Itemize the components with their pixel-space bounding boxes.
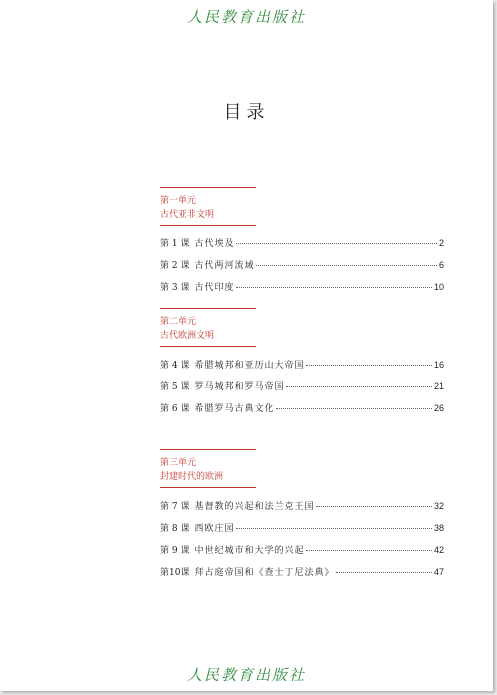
leader-dots [336, 572, 432, 573]
leader-dots [236, 528, 432, 529]
leader-dots [306, 550, 432, 551]
leader-dots [236, 287, 432, 288]
page-number: 16 [433, 360, 444, 370]
unit-name: 古代亚非文明 [160, 210, 215, 220]
lesson-number: 第 5 课 [160, 382, 190, 392]
unit-heading-3 [160, 449, 256, 488]
leader-dots [236, 243, 437, 244]
publisher-header: 人民教育出版社 [186, 8, 306, 26]
page-number: 38 [433, 523, 444, 533]
leader-dots [286, 386, 432, 387]
toc-entry[interactable] [160, 566, 444, 578]
lesson-number: 第 4 课 [160, 361, 190, 371]
page-number: 32 [433, 501, 444, 511]
page-number: 26 [433, 403, 444, 413]
toc-entry[interactable] [160, 259, 444, 271]
page-number: 21 [433, 381, 444, 391]
lesson-number: 第 1 课 [160, 239, 190, 249]
lesson-number: 第 6 课 [160, 404, 190, 414]
unit-name: 封建时代的欧洲 [160, 472, 224, 482]
publisher-footer: 人民教育出版社 [186, 666, 306, 684]
unit-rule-top [160, 449, 256, 450]
lesson-number: 第 9 课 [160, 546, 190, 556]
lesson-title: 西欧庄园 [194, 524, 235, 534]
lesson-title: 希腊城邦和亚历山大帝国 [194, 361, 305, 371]
toc-entry[interactable] [160, 281, 444, 293]
page-number: 47 [433, 567, 444, 577]
leader-dots [276, 408, 432, 409]
lesson-title: 古代印度 [194, 283, 235, 293]
leader-dots [306, 365, 432, 366]
leader-dots [316, 506, 432, 507]
unit-rule-top [160, 187, 256, 188]
lesson-number: 第 7 课 [160, 502, 190, 512]
lesson-title: 古代埃及 [194, 239, 235, 249]
toc-entry[interactable] [160, 544, 444, 556]
lesson-title: 希腊罗马古典文化 [194, 404, 275, 414]
unit-rule-bottom [160, 225, 256, 226]
unit-number: 第二单元 [160, 317, 197, 327]
page-number: 6 [438, 260, 444, 270]
page-number: 42 [433, 545, 444, 555]
page-title: 目录 [223, 102, 270, 123]
leader-dots [256, 265, 437, 266]
toc-entry[interactable] [160, 380, 444, 392]
toc-entry[interactable] [160, 522, 444, 534]
unit-number: 第三单元 [160, 458, 197, 468]
unit-heading-1 [160, 187, 256, 226]
lesson-title: 古代两河流域 [194, 261, 255, 271]
lesson-title: 基督教的兴起和法兰克王国 [194, 502, 315, 512]
lesson-number: 第10课 [160, 568, 190, 578]
toc-entry[interactable] [160, 500, 444, 512]
toc-entry[interactable] [160, 402, 444, 414]
toc-entry[interactable] [160, 359, 444, 371]
lesson-number: 第 3 课 [160, 283, 190, 293]
toc-entry[interactable] [160, 237, 444, 249]
lesson-title: 中世纪城市和大学的兴起 [194, 546, 305, 556]
unit-rule-bottom [160, 346, 256, 347]
lesson-number: 第 2 课 [160, 261, 190, 271]
lesson-number: 第 8 课 [160, 524, 190, 534]
unit-rule-bottom [160, 487, 256, 488]
page-number: 2 [438, 238, 444, 248]
unit-heading-2 [160, 308, 256, 347]
unit-name: 古代欧洲文明 [160, 331, 215, 341]
unit-rule-top [160, 308, 256, 309]
page-number: 10 [433, 282, 444, 292]
lesson-title: 罗马城邦和罗马帝国 [194, 382, 285, 392]
lesson-title: 拜占庭帝国和《查士丁尼法典》 [194, 568, 335, 578]
unit-number: 第一单元 [160, 196, 197, 206]
